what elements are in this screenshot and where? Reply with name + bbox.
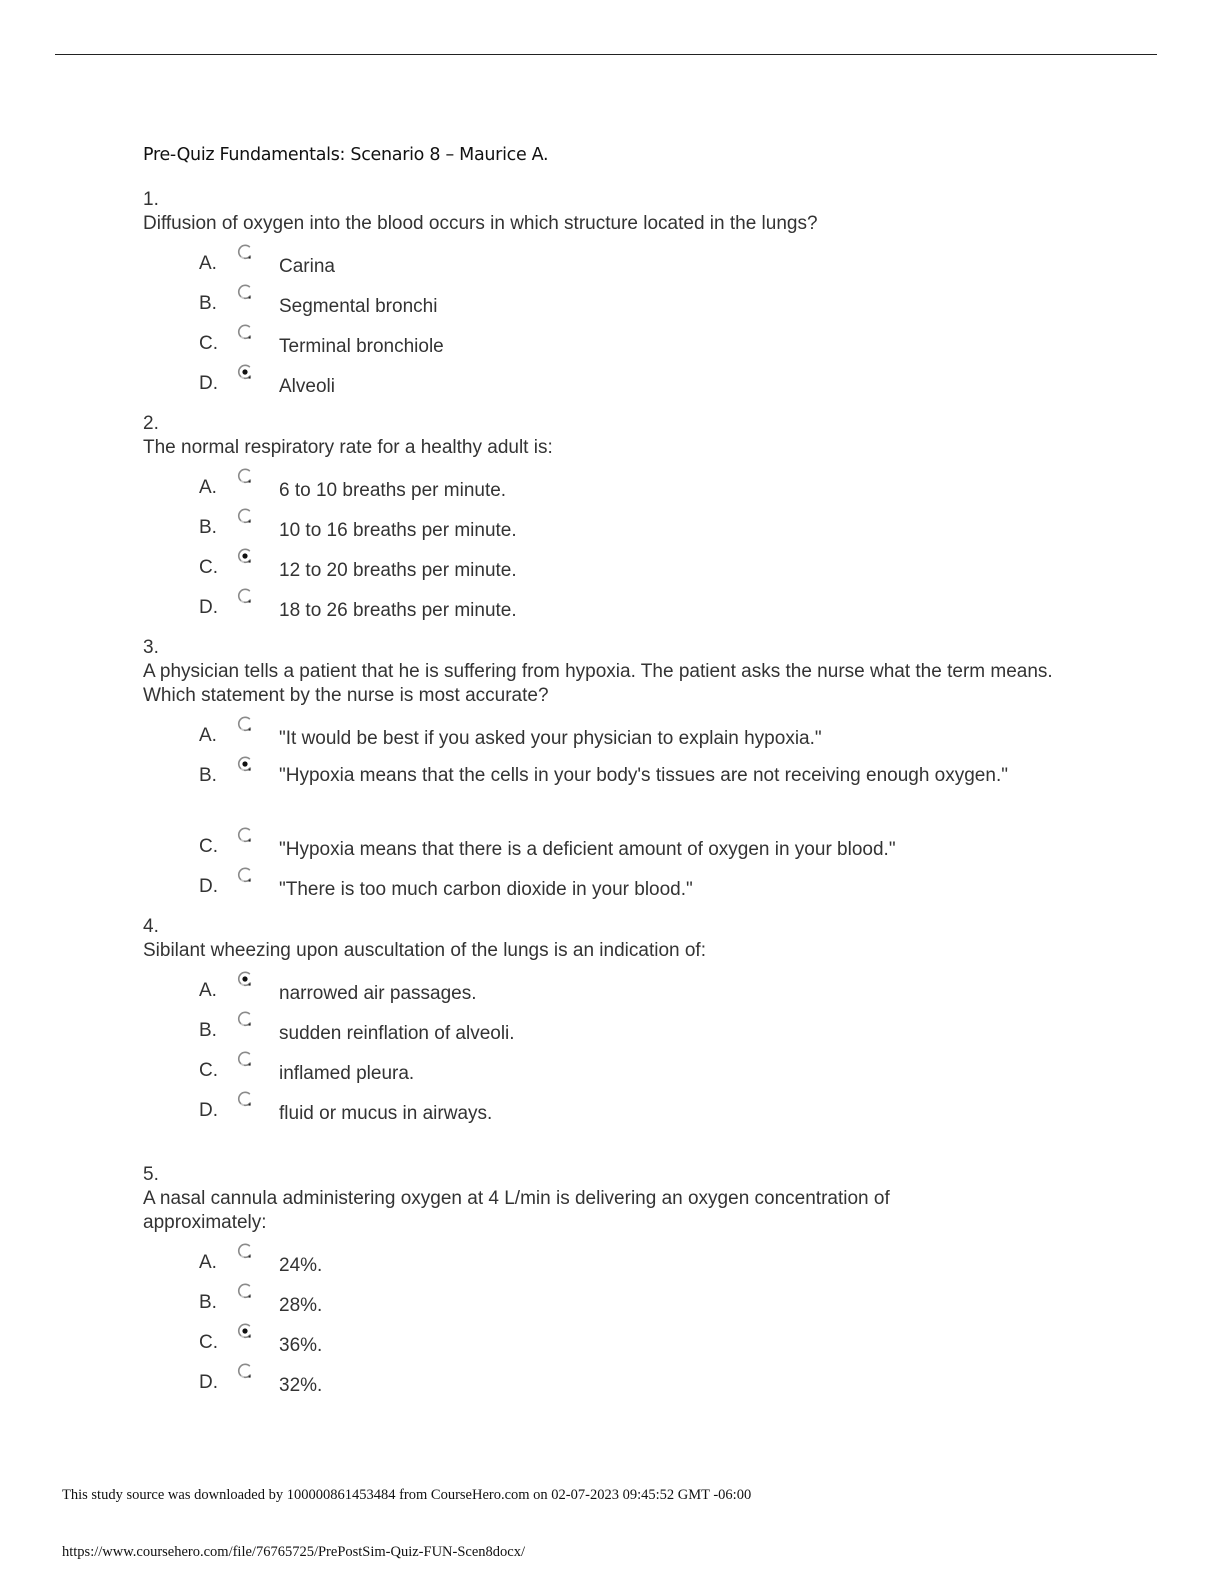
radio-unselected-icon[interactable] (236, 826, 254, 844)
option-letter: A. (199, 980, 217, 1001)
download-notice: This study source was downloaded by 100000861453484 from CourseHero.com on 02-07-2023 09:45:52 GMT -06:00 (62, 1487, 752, 1503)
option-b[interactable] (143, 755, 1103, 826)
option-letter: C. (199, 836, 218, 857)
question-number: 5. (143, 1164, 159, 1185)
option-text: 32%. (279, 1375, 323, 1396)
options-list (143, 715, 1103, 906)
radio-unselected-icon[interactable] (236, 507, 254, 525)
option-b[interactable] (143, 1010, 1103, 1050)
radio-selected-icon[interactable] (236, 970, 254, 988)
option-b[interactable] (143, 507, 1103, 547)
radio-unselected-icon[interactable] (236, 1282, 254, 1300)
radio-unselected-icon[interactable] (236, 243, 254, 261)
option-letter: D. (199, 597, 218, 618)
option-letter: D. (199, 1100, 218, 1121)
option-letter: B. (199, 1020, 217, 1041)
option-d[interactable] (143, 587, 1103, 627)
option-text: narrowed air passages. (279, 983, 477, 1004)
radio-unselected-icon[interactable] (236, 1242, 254, 1260)
option-text: inflamed pleura. (279, 1063, 415, 1084)
radio-unselected-icon[interactable] (236, 283, 254, 301)
radio-selected-icon[interactable] (236, 547, 254, 565)
radio-unselected-icon[interactable] (236, 323, 254, 341)
question-number: 2. (143, 413, 159, 434)
question-number: 1. (143, 189, 159, 210)
document-title: Pre-Quiz Fundamentals: Scenario 8 – Maurice A. (143, 145, 549, 165)
radio-selected-icon[interactable] (236, 1322, 254, 1340)
question-2 (143, 412, 1103, 627)
source-url-link[interactable]: https://www.coursehero.com/file/76765725/PrePostSim-Quiz-FUN-Scen8docx/ (62, 1544, 526, 1560)
option-b[interactable] (143, 283, 1103, 323)
option-letter: B. (199, 765, 217, 786)
option-letter: D. (199, 1372, 218, 1393)
option-a[interactable] (143, 715, 1103, 755)
question-number: 4. (143, 916, 159, 937)
option-a[interactable] (143, 970, 1103, 1010)
radio-unselected-icon[interactable] (236, 1362, 254, 1380)
option-letter: A. (199, 1252, 217, 1273)
option-c[interactable] (143, 826, 1103, 866)
question-text: A nasal cannula administering oxygen at 4 L/min is delivering an oxygen concentration of approximately: (143, 1188, 890, 1233)
option-text: Carina (279, 256, 335, 277)
option-letter: B. (199, 293, 217, 314)
option-text: Alveoli (279, 376, 335, 397)
option-a[interactable] (143, 1242, 1103, 1282)
options-list (143, 243, 1103, 403)
question-number: 3. (143, 637, 159, 658)
radio-unselected-icon[interactable] (236, 587, 254, 605)
option-text: "There is too much carbon dioxide in your blood." (279, 879, 693, 900)
options-list (143, 970, 1103, 1130)
option-d[interactable] (143, 1362, 1103, 1402)
option-text: 28%. (279, 1295, 323, 1316)
option-text: Segmental bronchi (279, 296, 438, 317)
option-a[interactable] (143, 243, 1103, 283)
option-d[interactable] (143, 1090, 1103, 1130)
radio-unselected-icon[interactable] (236, 1010, 254, 1028)
option-letter: A. (199, 253, 217, 274)
option-a[interactable] (143, 467, 1103, 507)
option-text: fluid or mucus in airways. (279, 1103, 493, 1124)
option-d[interactable] (143, 866, 1103, 906)
top-rule (55, 54, 1157, 55)
question-5 (143, 1163, 1103, 1402)
question-text: A physician tells a patient that he is suffering from hypoxia. The patient asks the nurse what the term means. Which statement by the nurse is most accurate? (143, 661, 1053, 706)
option-text: Terminal bronchiole (279, 336, 444, 357)
option-letter: C. (199, 1332, 218, 1353)
radio-unselected-icon[interactable] (236, 715, 254, 733)
option-text: 10 to 16 breaths per minute. (279, 520, 517, 541)
options-list (143, 467, 1103, 627)
option-b[interactable] (143, 1282, 1103, 1322)
question-1 (143, 188, 1103, 403)
question-text: The normal respiratory rate for a healthy adult is: (143, 437, 553, 458)
option-text: 18 to 26 breaths per minute. (279, 600, 517, 621)
option-c[interactable] (143, 1322, 1103, 1362)
option-letter: A. (199, 725, 217, 746)
option-text: 36%. (279, 1335, 323, 1356)
option-text: sudden reinflation of alveoli. (279, 1023, 515, 1044)
radio-selected-icon[interactable] (236, 363, 254, 381)
option-letter: B. (199, 517, 217, 538)
option-text: 12 to 20 breaths per minute. (279, 560, 517, 581)
radio-unselected-icon[interactable] (236, 866, 254, 884)
option-letter: D. (199, 373, 218, 394)
option-letter: A. (199, 477, 217, 498)
option-text: "It would be best if you asked your physician to explain hypoxia." (279, 728, 822, 749)
option-d[interactable] (143, 363, 1103, 403)
radio-unselected-icon[interactable] (236, 1090, 254, 1108)
question-text: Sibilant wheezing upon auscultation of the lungs is an indication of: (143, 940, 706, 961)
option-letter: B. (199, 1292, 217, 1313)
option-c[interactable] (143, 547, 1103, 587)
option-c[interactable] (143, 323, 1103, 363)
question-3 (143, 636, 1103, 906)
option-text: 24%. (279, 1255, 323, 1276)
option-letter: D. (199, 876, 218, 897)
option-letter: C. (199, 557, 218, 578)
question-4 (143, 915, 1103, 1130)
option-c[interactable] (143, 1050, 1103, 1090)
question-text: Diffusion of oxygen into the blood occurs in which structure located in the lungs? (143, 213, 818, 234)
radio-unselected-icon[interactable] (236, 467, 254, 485)
option-letter: C. (199, 1060, 218, 1081)
option-letter: C. (199, 333, 218, 354)
option-text: "Hypoxia means that the cells in your body's tissues are not receiving enough oxygen." (279, 765, 1008, 786)
option-text: "Hypoxia means that there is a deficient amount of oxygen in your blood." (279, 839, 896, 860)
option-text: 6 to 10 breaths per minute. (279, 480, 507, 501)
options-list (143, 1242, 1103, 1402)
radio-unselected-icon[interactable] (236, 1050, 254, 1068)
